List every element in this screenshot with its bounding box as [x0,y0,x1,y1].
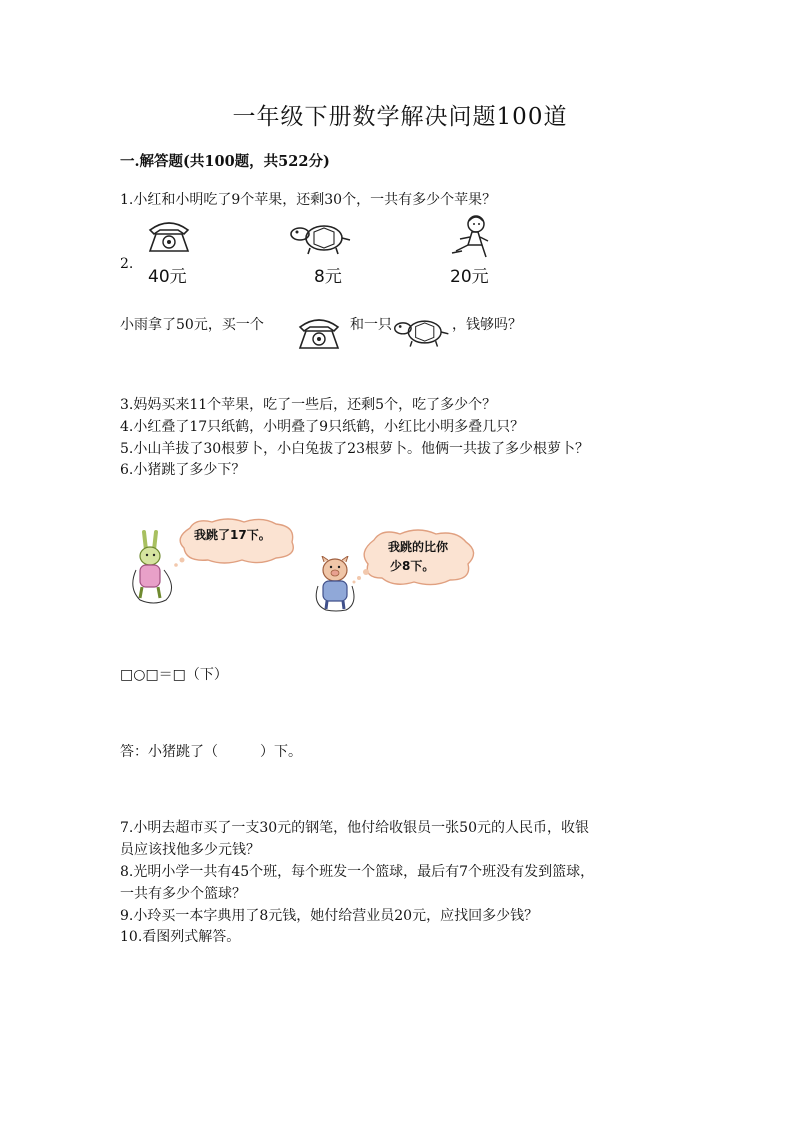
page-title: 一年级下册数学解决问题100道 [232,104,568,130]
turtle-price: 8元 [314,267,342,287]
question-7-line1: 7.小明去超市买了一支30元的钢笔，他付给收银员一张50元的人民币，收银 [120,820,589,836]
turtle-icon [288,220,354,256]
turtle-icon-inline [392,314,452,350]
question-9: 9.小玲买一本字典用了8元钱，她付给营业员20元，应找回多少钱？ [120,908,539,924]
question-8-line1: 8.光明小学一共有45个班，每个班发一个篮球，最后有7个班没有发到篮球， [120,864,595,880]
question-5: 5.小山羊拔了30根萝卜，小白兔拔了23根萝卜。他俩一共拔了多少根萝卜？ [120,441,589,457]
question-7-line2: 员应该找他多少元钱？ [120,842,260,858]
question-3: 3.妈妈买来11个苹果，吃了一些后，还剩5个，吃了多少个？ [120,397,497,413]
telephone-icon [146,218,192,254]
telephone-price: 40元 [148,267,187,287]
question-10: 10.看图列式解答。 [120,929,241,945]
answer-line: 答：小猪跳了（ ）下。 [120,744,302,760]
question-2-text-part2: 和一只 [350,317,392,333]
child-icon [448,213,494,259]
question-2-number: 2. [120,256,134,272]
question-2-text-part1: 小雨拿了50元，买一个 [120,317,264,333]
child-price: 20元 [450,267,489,287]
question-6: 6.小猪跳了多少下？ [120,462,246,478]
question-2-text-part3: ，钱够吗？ [452,317,522,333]
telephone-icon-inline [296,314,342,352]
pig-speech-text-line2: 少8下。 [390,559,435,573]
section-heading: 一.解答题(共100题，共522分) [120,153,330,170]
rabbit-speech-text: 我跳了17下。 [194,528,271,542]
question-1: 1.小红和小明吃了9个苹果，还剩30个，一共有多少个苹果？ [120,192,497,208]
equation-template: □○□＝□（下） [120,667,228,683]
question-8-line2: 一共有多少个篮球？ [120,886,246,902]
pig-speech-text-line1: 我跳的比你 [388,540,449,554]
question-4: 4.小红叠了17只纸鹤，小明叠了9只纸鹤，小红比小明多叠几只？ [120,419,525,435]
